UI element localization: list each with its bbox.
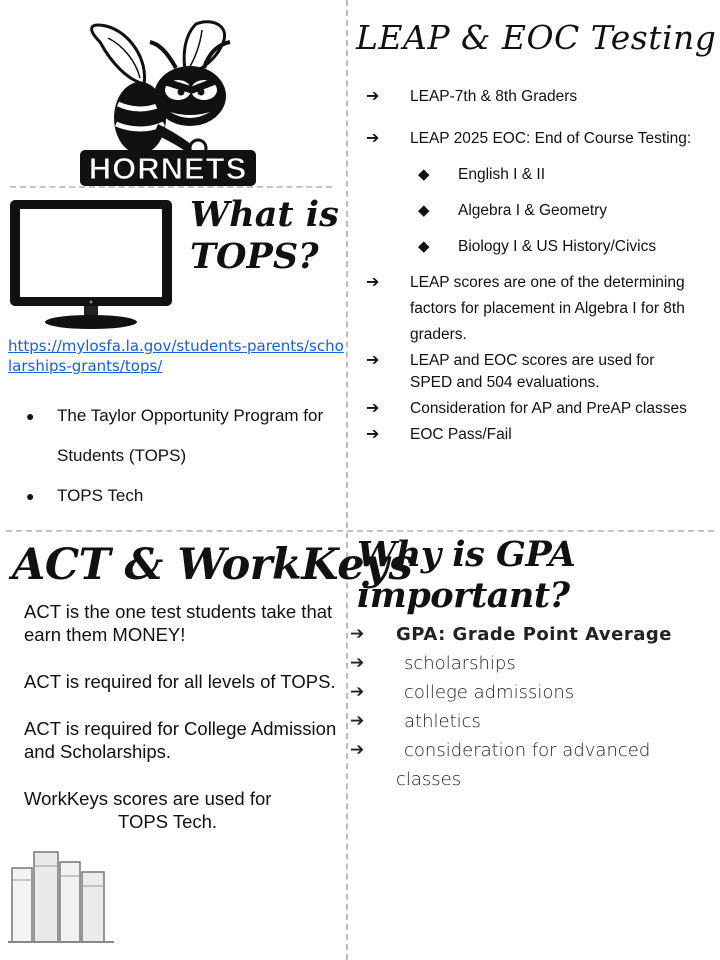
gpa-item-text: GPA: Grade Point Average: [396, 624, 672, 645]
arrow-icon: ➔: [350, 624, 365, 644]
arrow-icon: ➔: [366, 130, 380, 147]
divider-middle: [6, 530, 714, 532]
list-item: [350, 649, 710, 678]
list-item: [366, 398, 700, 420]
act-text-block: [24, 600, 344, 833]
leap-item-text: EOC Pass/Fail: [410, 426, 512, 443]
gpa-item-text: consideration for advanced classes: [396, 740, 651, 790]
leap-subitem-text: Algebra I & Geometry: [458, 202, 608, 219]
arrow-icon: ➔: [350, 711, 365, 731]
act-heading: ACT & WorkKeys: [12, 540, 413, 590]
arrow-icon: ➔: [350, 740, 365, 760]
arrow-icon: ➔: [350, 682, 365, 702]
list-item: [350, 620, 710, 649]
bullet-dot: ●: [26, 408, 35, 424]
act-paragraph: ACT is the one test students take that earn them MONEY!: [24, 601, 333, 645]
list-item: [350, 707, 710, 736]
diamond-icon: ◆: [418, 166, 430, 183]
workkeys-line: WorkKeys scores are used for: [24, 788, 272, 809]
list-item: [366, 424, 716, 446]
leap-subitem-text: English I & II: [458, 166, 546, 183]
leap-item-text: LEAP and EOC scores are used for SPED and 504 evaluations.: [410, 352, 655, 391]
tops-heading: What is TOPS?: [190, 194, 339, 277]
leap-item-text: LEAP-7th & 8th Graders: [410, 88, 578, 105]
tops-bullet-text: The Taylor Opportunity Program for Students (TOPS): [57, 406, 324, 465]
leap-item-text: LEAP scores are one of the determining factors for placement in Algebra I for 8th graders.: [410, 274, 685, 343]
list-item: [22, 476, 342, 516]
list-item: [366, 234, 716, 260]
gpa-item-text: college admissions: [404, 682, 575, 703]
list-item: [366, 126, 716, 152]
gpa-list: [350, 620, 710, 794]
bullet-dot: ●: [26, 488, 35, 504]
arrow-icon: ➔: [350, 653, 365, 673]
arrow-icon: ➔: [366, 352, 380, 369]
gpa-item-text: scholarships: [404, 653, 516, 674]
diamond-icon: ◆: [418, 238, 430, 255]
list-item: [366, 84, 716, 110]
act-paragraph: ACT is required for College Admission and Scholarships.: [24, 718, 337, 762]
workkeys-line: TOPS Tech.: [118, 811, 218, 832]
tops-bullet-text: TOPS Tech: [57, 486, 144, 505]
gpa-heading: Why is GPA important?: [357, 534, 576, 616]
leap-heading: LEAP & EOC Testing: [356, 18, 717, 57]
gpa-item-text: athletics: [404, 711, 481, 732]
leap-subitem-text: Biology I & US History/Civics: [458, 238, 657, 255]
arrow-icon: ➔: [366, 400, 380, 417]
hornet-wing-left: [92, 25, 145, 84]
act-paragraph: ACT is required for all levels of TOPS.: [24, 671, 336, 692]
books-icon: [8, 846, 118, 946]
leap-list: [366, 84, 716, 446]
leap-item-text: Consideration for AP and PreAP classes: [410, 400, 687, 417]
leap-item-text: LEAP 2025 EOC: End of Course Testing:: [410, 130, 692, 147]
list-item: [366, 198, 716, 224]
arrow-icon: ➔: [366, 88, 380, 105]
list-item: [22, 396, 342, 476]
workkeys-paragraph: [24, 787, 344, 833]
list-item: [366, 350, 700, 394]
list-item: [366, 270, 700, 348]
hornets-logo: [78, 20, 258, 188]
tops-bullet-list: [22, 396, 342, 516]
diamond-icon: ◆: [418, 202, 430, 219]
arrow-icon: ➔: [366, 274, 380, 291]
tops-link[interactable]: https://mylosfa.la.gov/students-parents/scholarships-grants/tops/: [8, 337, 344, 375]
computer-monitor-icon: [8, 198, 174, 330]
list-item: [366, 162, 716, 188]
list-item: [350, 678, 710, 707]
vertical-divider: [346, 0, 348, 960]
hornets-banner-text: HORNETS: [88, 151, 248, 186]
arrow-icon: ➔: [366, 426, 380, 443]
list-item: [350, 736, 710, 794]
